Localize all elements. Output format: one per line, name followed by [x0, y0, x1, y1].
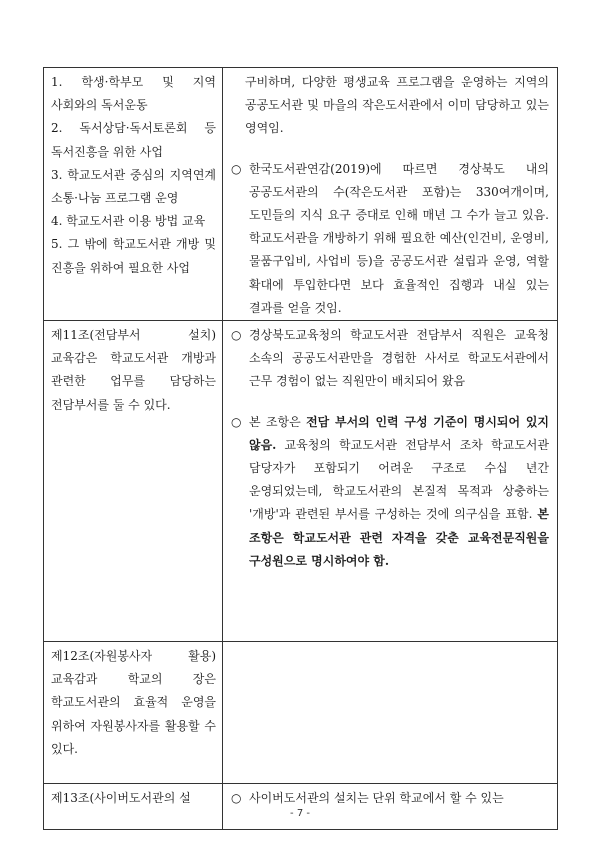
opinion-text: 한국도서관연감(2019)에 따르면 경상북도 내의 공공도서관의 수(작은도서관 포함)는 330여개이며, 도민들의 지식 요구 증대로 인해 매년 그 수가 늘고 있음. 학교도서관을 개방하기 위해 필요한 예산(인건비, 운영비, 물품구입비, 사업비 등)을 공공도서관 설립과 운영, 역할 확대에 투입한다면 보다 효율적인 집행과 내실 있는 결과를 얻을 것임.	[249, 161, 549, 315]
clause-cell	[44, 68, 223, 321]
clause-item: 1. 학생·학부모 및 지역 사회와의 독서운동	[51, 75, 216, 113]
opinion-text: 경상북도교육청의 학교도서관 전담부서 직원은 교육청 소속의 공공도서관만을 경험한 사서로 학교도서관에서 근무 경험이 없는 직원만이 배치되어 왔음	[249, 328, 549, 389]
emphasis-text: 전담 부서의 인력 구성 기준이 명시되어 있지 않음.	[249, 414, 550, 452]
clause-text: 제11조(전담부서 설치) 교육감은 학교도서관 개방과 관련한 업무를 담당하는 전담부서를 둘 수 있다.	[51, 328, 216, 412]
opinion-bullet	[231, 787, 549, 810]
opinion-cell	[223, 784, 558, 830]
document-table	[43, 67, 558, 830]
opinion-cell	[223, 321, 558, 642]
opinion-bullet	[231, 324, 549, 394]
bullet-mark: ○	[231, 328, 242, 343]
clause-cell	[44, 784, 223, 830]
opinion-text: 본 조항은 전담 부서의 인력 구성 기준이 명시되어 있지 않음. 교육청의 학교도서관 전담부서 조차 학교도서관 담당자가 포함되기 어려운 구조로 수십 년간 운영되었는데, 학교도서관의 본질적 목적과 상충하는 '개방'과 관련된 부서를 구성하는 것에 의구심을 표함. 본 조항은 학교도서관 관련 자격을 갖춘 교육전문직원을 구성원으로 명시하여야 함.	[249, 414, 550, 568]
table-row	[44, 642, 558, 784]
clause-text: 제12조(자원봉사자 활용) 교육감과 학교의 장은 학교도서관의 효율적 운영을 위하여 자원봉사자를 활용할 수 있다.	[51, 649, 216, 756]
clause-cell	[44, 321, 223, 642]
clause-item: 2. 독서상담·독서토론회 등 독서진흥을 위한 사업	[51, 121, 216, 159]
table-row	[44, 68, 558, 321]
opinion-cell	[223, 642, 558, 784]
opinion-bullet	[231, 158, 549, 320]
emphasis-text: 본 조항은 학교도서관 관련 자격을 갖춘 교육전문직원을 구성원으로 명시하여야 함.	[249, 507, 549, 568]
clause-item: 5. 그 밖에 학교도서관 개방 및 진흥을 위하여 필요한 사업	[51, 237, 216, 275]
table-row	[44, 784, 558, 830]
clause-item: 3. 학교도서관 중심의 지역연계 소통·나눔 프로그램 운영	[51, 167, 216, 206]
clause-cell	[44, 642, 223, 784]
opinion-text: 사이버도서관의 설치는 단위 학교에서 할 수 있는	[249, 791, 504, 806]
opinion-cell	[223, 68, 558, 321]
table-row	[44, 321, 558, 642]
clause-text: 제13조(사이버도서관의 설	[51, 791, 191, 806]
opinion-bullet	[231, 411, 549, 573]
opinion-continuation: 구비하며, 다양한 평생교육 프로그램을 운영하는 지역의 공공도서관 및 마을의 작은도서관에서 이미 담당하고 있는 영역임.	[245, 75, 549, 136]
bullet-mark: ○	[231, 414, 242, 429]
bullet-mark: ○	[231, 161, 242, 176]
clause-item: 4. 학교도서관 이용 방법 교육	[51, 214, 206, 229]
bullet-mark: ○	[231, 791, 242, 806]
page-number: - 7 -	[290, 808, 310, 819]
